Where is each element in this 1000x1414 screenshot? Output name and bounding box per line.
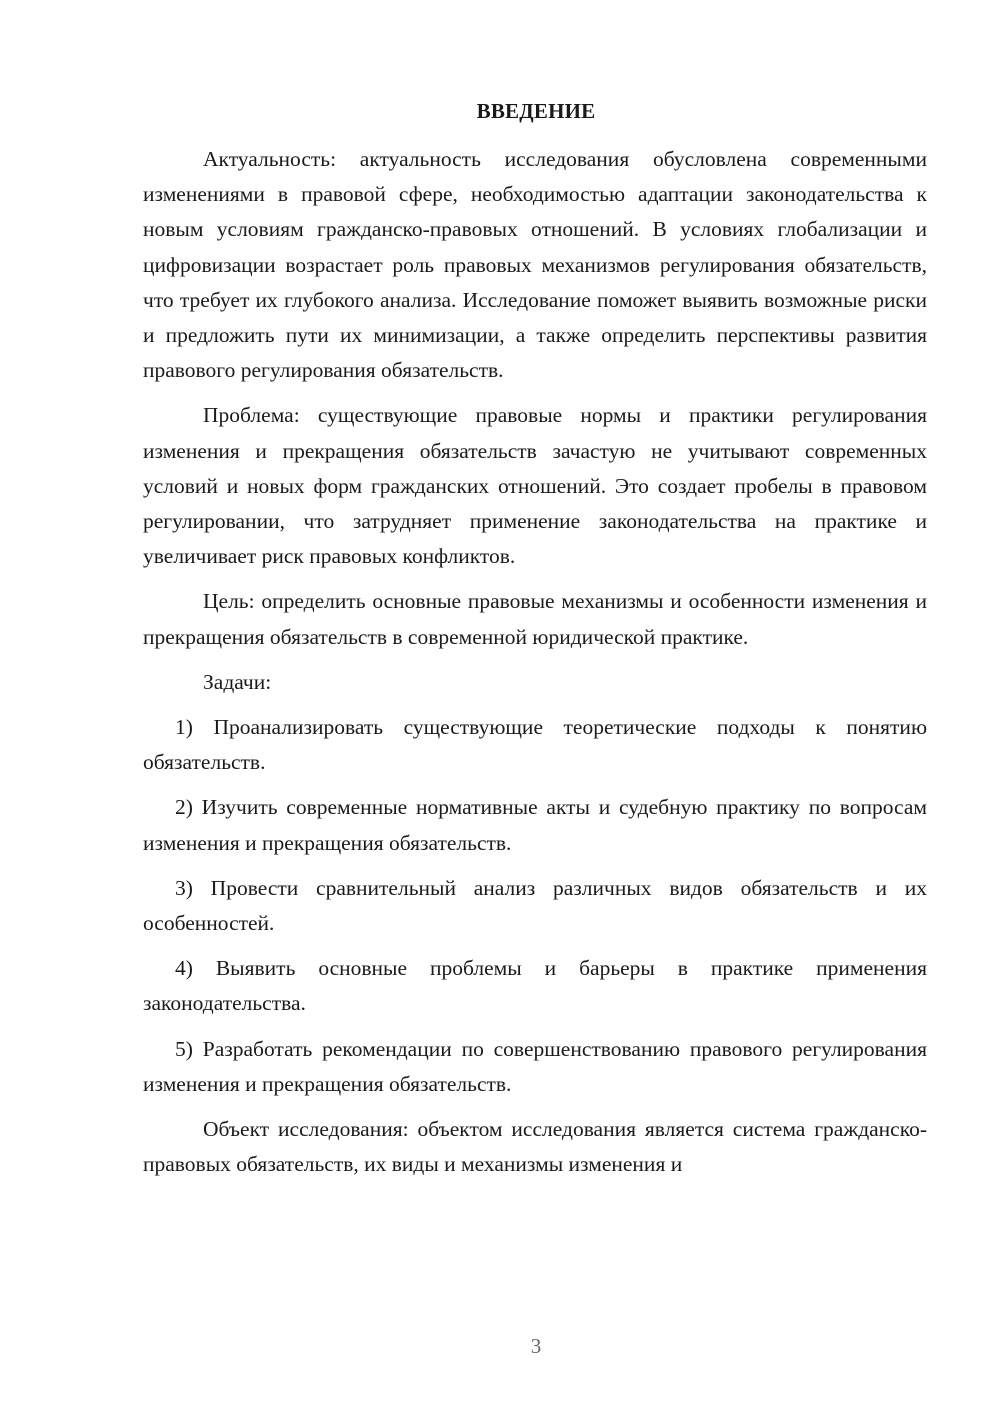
task-item-4: 4) Выявить основные проблемы и барьеры в практике применения законодательства. xyxy=(143,956,927,1016)
body-text xyxy=(143,142,927,1192)
paragraph-relevance: Актуальность: актуальность исследования обусловлена современными изменениями в правовой сфере, необходимостью адаптации законодательства к новым условиям гражданско-правовых отношений. В условиях глобализации и цифровизации возрастает роль правовых механизмов регулирования обязательств, что требует их глубокого анализа. Исследование поможет выявить возможные риски и предложить пути их минимизации, а также определить перспективы развития правового регулирования обязательств. xyxy=(143,147,927,383)
paragraph-tasks-label: Задачи: xyxy=(203,669,272,694)
task-item-5: 5) Разработать рекомендации по совершенствованию правового регулирования изменения и прекращения обязательств. xyxy=(143,1036,927,1096)
paragraph-goal: Цель: определить основные правовые механизмы и особенности изменения и прекращения обязательств в современной юридической практике. xyxy=(143,589,927,649)
paragraph-problem: Проблема: существующие правовые нормы и практики регулирования изменения и прекращения обязательств зачастую не учитывают современных условий и новых форм гражданских отношений. Это создает пробелы в правовом регулировании, что затрудняет применение законодательства на практике и увеличивает риск правовых конфликтов. xyxy=(143,403,927,569)
paragraph-object: Объект исследования: объектом исследования является система гражданско-правовых обязательств, их виды и механизмы изменения и xyxy=(143,1117,927,1177)
task-item-3: 3) Провести сравнительный анализ различных видов обязательств и их особенностей. xyxy=(143,875,927,936)
task-item-2: 2) Изучить современные нормативные акты и судебную практику по вопросам изменения и прекращения обязательств. xyxy=(143,795,927,855)
section-heading: ВВЕДЕНИЕ xyxy=(476,99,596,123)
page-number: 3 xyxy=(530,1334,542,1358)
task-item-1: 1) Проанализировать существующие теоретические подходы к понятию обязательств. xyxy=(143,715,927,775)
